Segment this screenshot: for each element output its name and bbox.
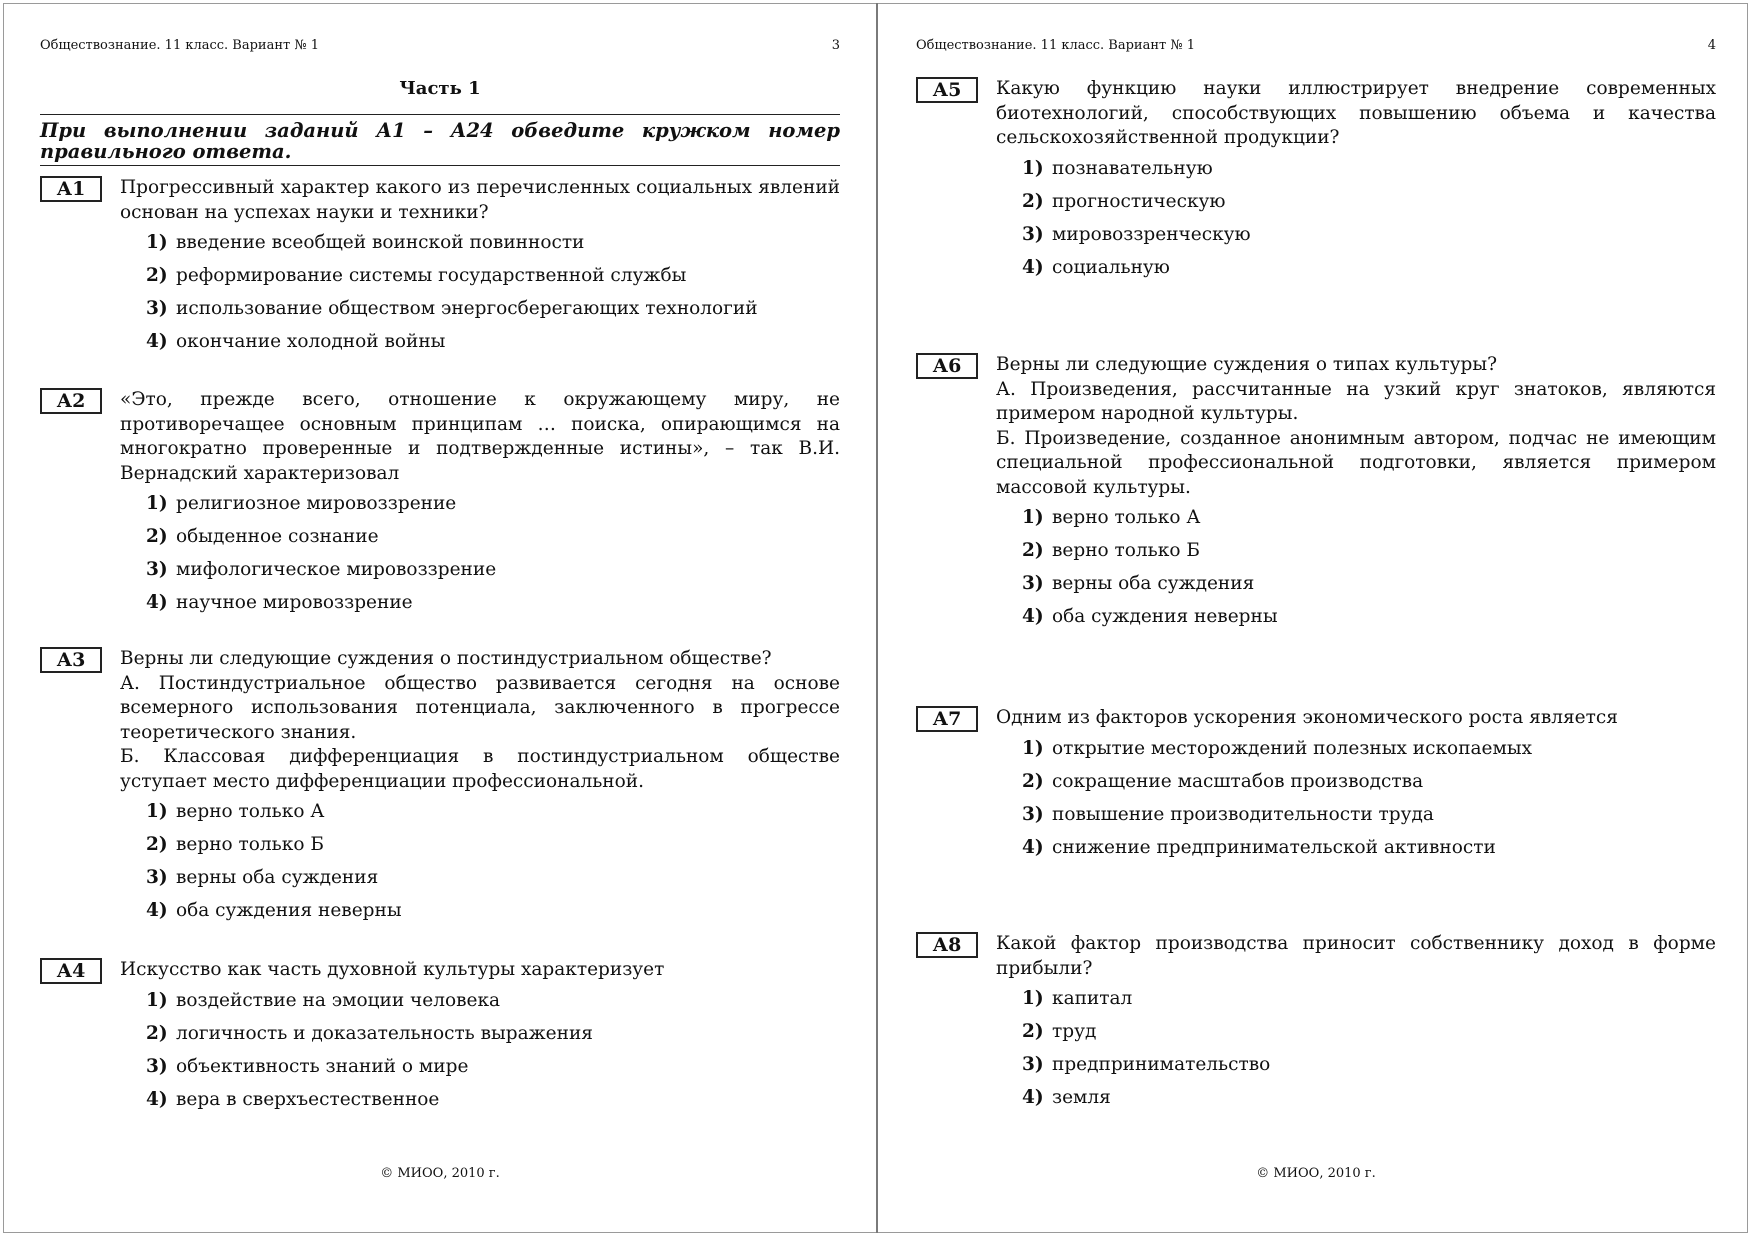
- question-text: «Это, прежде всего, отношение к окружающему миру, не противоречащее основным принципам … поиска, опирающимся на многократно проверенные и подтвержденные истины», – так В.И. Вернадский характеризовал: [120, 389, 840, 484]
- answer-option[interactable]: 4) земля: [1022, 1087, 1111, 1108]
- header-title: Обществознание. 11 класс. Вариант № 1: [916, 38, 1196, 53]
- page-footer: © МИОО, 2010 г.: [380, 1166, 500, 1181]
- answer-option[interactable]: 4) социальную: [1022, 256, 1170, 278]
- answer-option[interactable]: 1) капитал: [1022, 988, 1133, 1009]
- answer-option[interactable]: 2) прогностическую: [1022, 190, 1226, 212]
- answer-option[interactable]: 2) верно только Б: [1022, 540, 1200, 561]
- answer-option[interactable]: 1) верно только А: [1022, 507, 1201, 528]
- question-text: Искусство как часть духовной культуры характеризует: [120, 959, 665, 980]
- header-title: Обществознание. 11 класс. Вариант № 1: [40, 38, 320, 53]
- answer-option[interactable]: 1) открытие месторождений полезных ископаемых: [1022, 737, 1533, 759]
- answer-option[interactable]: 3) мифологическое мировоззрение: [146, 559, 497, 580]
- answer-option[interactable]: 1) введение всеобщей воинской повинности: [146, 232, 585, 253]
- part-title: Часть 1: [399, 78, 481, 99]
- answer-option[interactable]: 3) объективность знаний о мире: [146, 1055, 469, 1077]
- question-text: Какую функцию науки иллюстрирует внедрение современных биотехнологий, способствующих повышению объема и качества сельскохозяйственной продукции?: [996, 78, 1716, 148]
- question-a1: [40, 176, 840, 363]
- question-a4: [40, 958, 840, 1121]
- instruction: При выполнении заданий А1 – А24 обведите кружком номер правильного ответа.: [40, 114, 840, 166]
- answer-option[interactable]: 2) логичность и доказательность выражения: [146, 1022, 593, 1044]
- question-a5: [916, 77, 1716, 289]
- answer-option[interactable]: 2) труд: [1022, 1021, 1097, 1042]
- question-label: А8: [916, 932, 978, 958]
- answer-option[interactable]: 4) снижение предпринимательской активности: [1022, 836, 1496, 858]
- page-spine: [876, 3, 878, 1233]
- answer-option[interactable]: 3) предпринимательство: [1022, 1054, 1271, 1075]
- answer-option[interactable]: 2) обыденное сознание: [146, 526, 379, 547]
- statement-b: Б. Произведение, созданное анонимным автором, подчас не имеющим специальной профессиональной подготовки, является примером массовой культуры.: [996, 427, 1716, 498]
- statement-a: А. Постиндустриальное общество развивается сегодня на основе всемерного использования потенциала, заключенного в прогрессе теоретического знания.: [120, 672, 840, 743]
- answer-option[interactable]: 2) реформирование системы государственной службы: [146, 265, 687, 286]
- answer-option[interactable]: 3) верны оба суждения: [1022, 573, 1255, 594]
- answer-option[interactable]: 1) верно только А: [146, 801, 325, 822]
- answer-option[interactable]: 3) использование обществом энергосберегающих технологий: [146, 298, 758, 319]
- answer-option[interactable]: 1) религиозное мировоззрение: [146, 493, 457, 514]
- question-text: Прогрессивный характер какого из перечисленных социальных явлений основан на успехах науки и техники?: [120, 177, 840, 223]
- question-label: А5: [916, 77, 978, 103]
- question-label: А1: [40, 176, 102, 202]
- question-text: Верны ли следующие суждения о типах культуры?: [996, 354, 1498, 375]
- right-page: [916, 0, 1716, 1239]
- question-a6: [916, 353, 1716, 638]
- answer-option[interactable]: 3) повышение производительности труда: [1022, 803, 1434, 825]
- question-label: А7: [916, 706, 978, 732]
- answer-option[interactable]: 2) верно только Б: [146, 834, 324, 855]
- answer-option[interactable]: 4) окончание холодной войны: [146, 331, 446, 352]
- answer-option[interactable]: 4) научное мировоззрение: [146, 592, 413, 613]
- question-a3: [40, 647, 840, 932]
- question-text: Одним из факторов ускорения экономического роста является: [996, 707, 1618, 728]
- answer-option[interactable]: 1) воздействие на эмоции человека: [146, 989, 501, 1011]
- answer-option[interactable]: 4) оба суждения неверны: [1022, 606, 1278, 627]
- page-number: 3: [831, 38, 840, 53]
- statement-b: Б. Классовая дифференциация в постиндустриальном обществе уступает место дифференциации профессиональной.: [120, 746, 840, 792]
- question-a7: [916, 706, 1716, 869]
- question-label: А2: [40, 388, 102, 414]
- page-footer: © МИОО, 2010 г.: [1256, 1166, 1376, 1181]
- page-number: 4: [1707, 38, 1716, 53]
- question-text: Какой фактор производства приносит собственнику доход в форме прибыли?: [996, 933, 1716, 979]
- answer-option[interactable]: 3) верны оба суждения: [146, 867, 379, 888]
- question-label: А6: [916, 353, 978, 379]
- answer-option[interactable]: 3) мировоззренческую: [1022, 223, 1251, 245]
- answer-option[interactable]: 1) познавательную: [1022, 157, 1213, 179]
- left-page: [40, 0, 840, 1239]
- answer-option[interactable]: 4) оба суждения неверны: [146, 900, 402, 921]
- question-a8: [916, 932, 1716, 1119]
- question-label: А4: [40, 958, 102, 984]
- answer-option[interactable]: 4) вера в сверхъестественное: [146, 1088, 440, 1110]
- question-a2: [40, 388, 840, 624]
- statement-a: А. Произведения, рассчитанные на узкий круг знатоков, являются примером народной культуры.: [996, 378, 1716, 424]
- question-text: Верны ли следующие суждения о постиндустриальном обществе?: [120, 648, 772, 669]
- question-label: А3: [40, 647, 102, 673]
- answer-option[interactable]: 2) сокращение масштабов производства: [1022, 770, 1424, 792]
